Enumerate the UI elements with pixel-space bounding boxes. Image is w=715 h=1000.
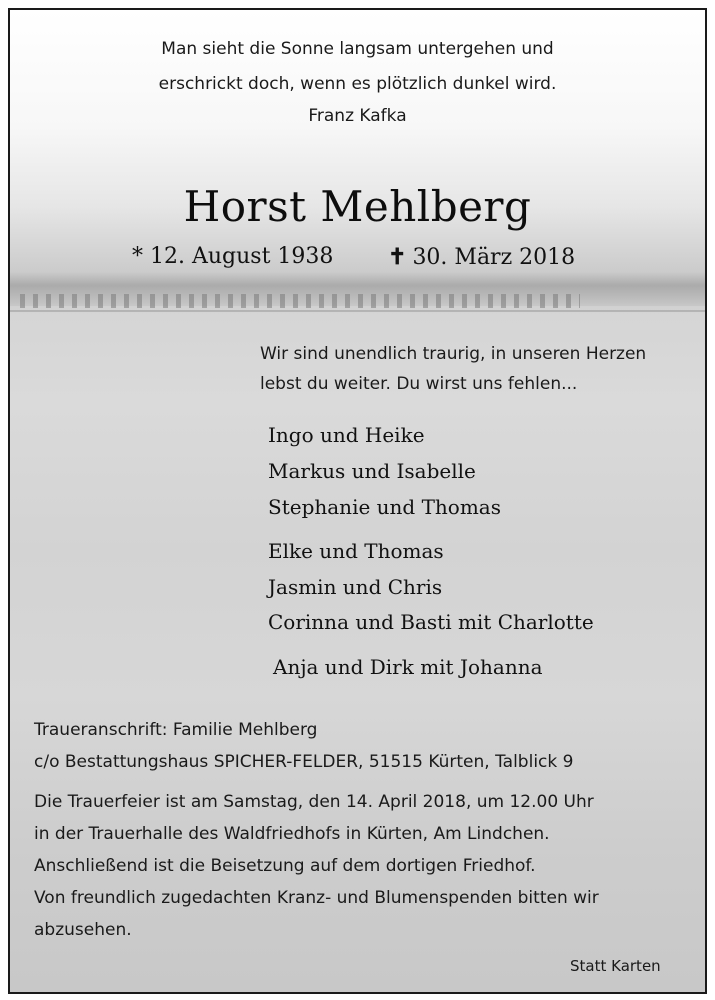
quote-line-1: Man sieht die Sonne langsam untergehen und [161,39,554,59]
details-line-7: abzusehen. [34,920,132,940]
message-line-2: lebst du weiter. Du wirst uns fehlen... [260,374,578,394]
details-line-1: Traueranschrift: Familie Mehlberg [34,720,318,740]
mourner-1: Ingo und Heike [268,423,425,447]
mourner-6: Corinna und Basti mit Charlotte [268,610,594,634]
mourner-7: Anja und Dirk mit Johanna [273,655,543,679]
birth-date: * 12. August 1938 [132,244,334,269]
details-line-4: in der Trauerhalle des Waldfriedhofs in Kürten, Am Lindchen. [34,824,550,844]
footer-note: Statt Karten [570,957,661,975]
death-date: 30. März 2018 [412,245,576,270]
obituary-notice [8,8,707,994]
message-line-1: Wir sind unendlich traurig, in unseren Herzen [260,344,647,364]
details-line-5: Anschließend ist die Beisetzung auf dem dortigen Friedhof. [34,856,536,876]
mourner-2: Markus und Isabelle [268,459,476,483]
mourner-5: Jasmin und Chris [268,575,443,599]
details-line-3: Die Trauerfeier ist am Samstag, den 14. April 2018, um 12.00 Uhr [34,792,594,812]
mourner-4: Elke und Thomas [268,539,444,563]
mourner-3: Stephanie und Thomas [268,495,501,519]
death-date-group [388,244,575,270]
beach-groyne [20,294,580,308]
quote-line-2: erschrickt doch, wenn es plötzlich dunkel wird. [158,74,557,94]
quote-author: Franz Kafka [308,106,407,126]
deceased-name: Horst Mehlberg [183,182,532,231]
details-line-2: c/o Bestattungshaus SPICHER-FELDER, 51515 Kürten, Talblick 9 [34,752,574,772]
beach-line [10,310,705,312]
cross-icon: ✝ [388,244,407,270]
details-line-6: Von freundlich zugedachten Kranz- und Blumenspenden bitten wir [34,888,599,908]
